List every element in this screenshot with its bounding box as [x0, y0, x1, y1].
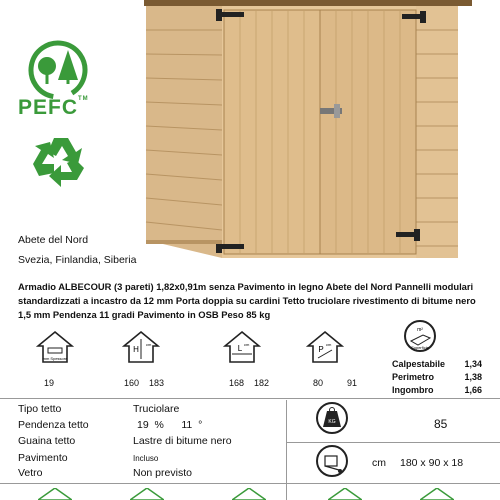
bottom-icon-2: [130, 488, 164, 500]
surface-row-walkable: Calpestabile 1,34: [392, 359, 482, 369]
bottom-icon-1: [38, 488, 72, 500]
weight-value: 85: [434, 417, 448, 431]
length-value-max: 182: [254, 378, 270, 388]
spec-value-glass: Non previsto: [133, 467, 192, 479]
svg-text:H: H: [133, 345, 139, 354]
length-icon: [223, 330, 261, 364]
recycle-icon: [30, 132, 92, 194]
depth-value-min: 80: [313, 378, 324, 388]
svg-text:cm: cm: [146, 342, 152, 347]
surface-icon: [403, 319, 437, 353]
svg-text:mm Spessore: mm Spessore: [42, 356, 68, 361]
spec-label-glass: Vetro: [18, 467, 43, 479]
height-value-max: 183: [149, 378, 165, 388]
package-dimensions-icon: [315, 444, 349, 478]
height-icon: [122, 330, 160, 364]
depth-value-max: 91: [347, 378, 358, 388]
svg-text:P: P: [318, 345, 324, 354]
depth-icon: [306, 330, 344, 364]
shed-photo: [138, 0, 478, 262]
bottom-icon-5: [420, 488, 454, 500]
spec-label-roof-type: Tipo tetto: [18, 403, 62, 415]
product-description: Armadio ALBECOUR (3 pareti) 1,82x0,91m senza Pavimento in legno Abete del Nord Pannelli modulari standardizzati a incastro da 12 mm Porta doppia su cardini Tetto truciolare rivestimento di bitume nero 1,5 mm Pendenza 11 gradi Pavimento in OSB Peso 85 kg: [18, 281, 476, 320]
spec-label-roof-slope: Pendenza tetto: [18, 419, 89, 431]
svg-text:cm: cm: [326, 342, 332, 347]
spec-value-roof-sheath: Lastre di bitume nero: [133, 435, 232, 447]
weight-icon: [315, 401, 349, 435]
svg-text:L: L: [237, 344, 243, 353]
surface-row-perimeter: Perimetro 1,38: [392, 372, 482, 382]
svg-text:Superficie: Superficie: [411, 345, 429, 350]
svg-text:m²: m²: [417, 327, 423, 333]
spec-value-roof-type: Truciolare: [133, 403, 180, 415]
pefc-logo-text: PEFC™: [18, 96, 89, 119]
svg-text:cm: cm: [244, 342, 250, 347]
table-top-divider: [0, 398, 500, 399]
length-value-min: 168: [229, 378, 245, 388]
package-dimensions-value: 180 x 90 x 18: [400, 457, 464, 469]
table-vertical-divider: [286, 400, 287, 500]
spec-label-roof-sheath: Guaina tetto: [18, 435, 76, 447]
spec-label-floor: Pavimento: [18, 452, 68, 464]
wood-origin-countries: Svezia, Finlandia, Siberia: [18, 254, 137, 266]
spec-value-roof-slope: 19 % 11 °: [137, 419, 203, 431]
thickness-value: 19: [44, 378, 55, 388]
table-bottom-divider: [0, 483, 500, 484]
bottom-icon-4: [328, 488, 362, 500]
surface-row-footprint: Ingombro 1,66: [392, 385, 482, 395]
bottom-icon-3: [232, 488, 266, 500]
svg-text:KG: KG: [328, 419, 336, 425]
table-right-divider: [286, 442, 500, 443]
height-value-min: 160: [124, 378, 140, 388]
spec-value-floor: Incluso: [133, 454, 159, 463]
wood-type: Abete del Nord: [18, 234, 89, 246]
package-unit: cm: [372, 457, 386, 469]
wall-thickness-icon: [36, 330, 74, 364]
